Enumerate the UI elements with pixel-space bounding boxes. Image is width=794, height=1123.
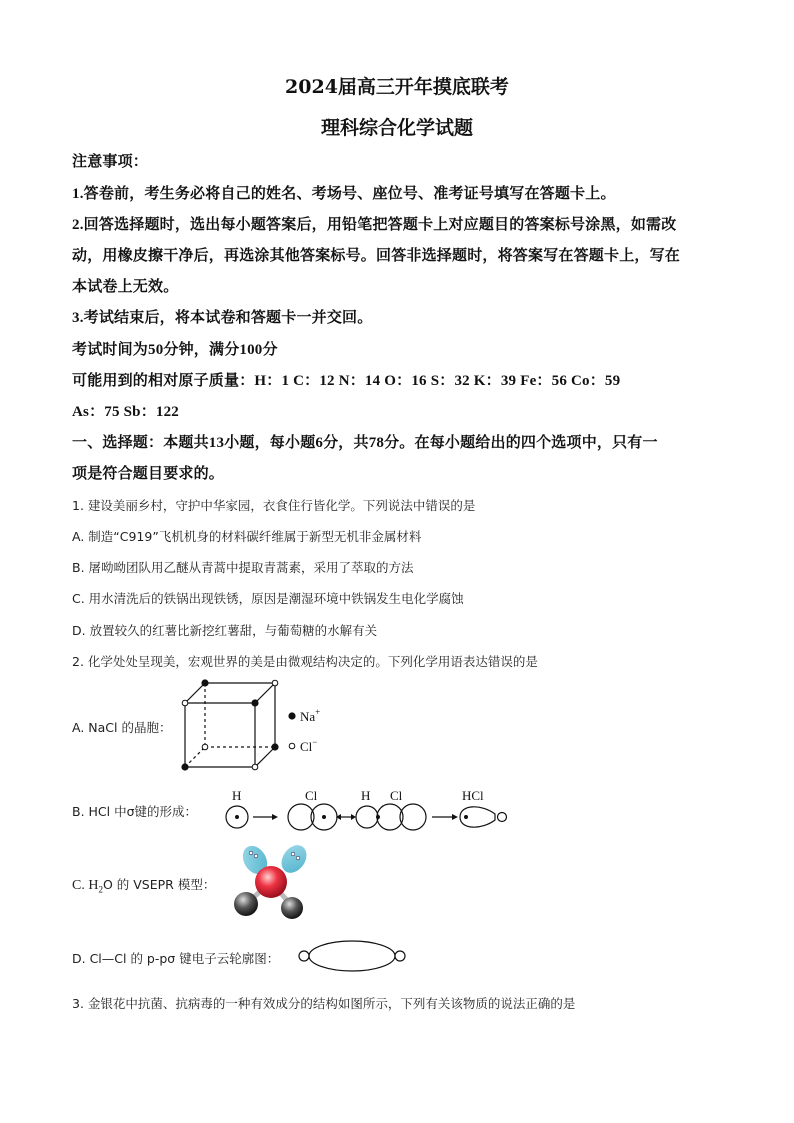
cl-cl-pp-sigma-electron-cloud xyxy=(292,938,412,974)
hydrogen-atom-sphere xyxy=(281,897,303,919)
section-1-line-2: 项是符合题目要求的。 xyxy=(72,466,225,482)
cl-ion-marker xyxy=(202,744,208,750)
cl-ion-marker xyxy=(272,680,278,686)
cl-ion-marker xyxy=(252,764,258,770)
cl-atom-label: Cl xyxy=(305,788,318,803)
q2-option-b-label: B. HCl 中σ键的形成： xyxy=(72,804,198,819)
atomic-mass-line-2: As：75 Sb：122 xyxy=(72,404,180,420)
na-legend-marker xyxy=(288,712,295,719)
notice-item-1: 1.答卷前，考生务必将自己的姓名、考场号、座位号、准考证号填写在答题卡上。 xyxy=(72,186,616,202)
h2o-vsepr-model xyxy=(228,838,318,922)
na-ion-marker xyxy=(271,743,278,750)
q1-option-b: B. 屠呦呦团队用乙醚从青蒿中提取青蒿素，采用了萃取的方法 xyxy=(72,560,414,575)
h-atom-label: H xyxy=(232,788,242,803)
cl-ion-marker xyxy=(182,700,188,706)
notice-heading: 注意事项： xyxy=(72,154,149,170)
h-atom-label: H xyxy=(361,788,371,803)
na-ion-marker xyxy=(201,679,208,686)
svg-text:Na+: Na+ xyxy=(300,707,321,724)
na-ion-marker xyxy=(251,699,258,706)
exam-title: 2024届高三开年摸底联考 xyxy=(285,76,509,98)
atomic-mass-line-1: 可能用到的相对原子质量：H：1 C：12 N：14 O：16 S：32 K：39 Fe：56 Co：59 xyxy=(72,373,621,389)
cl-legend-marker xyxy=(289,743,295,749)
hcl-molecule-label: HCl xyxy=(462,788,484,803)
notice-item-2-line-1: 2.回答选择题时，选出每小题答案后，用铅笔把答题卡上对应题目的答案标号涂黑，如需改 xyxy=(72,217,677,233)
cl-legend-label: Cl xyxy=(300,739,313,754)
section-1-line-1: 一、选择题：本题共13小题，每小题6分，共78分。在每小题给出的四个选项中，只有一 xyxy=(72,435,658,451)
q1-option-d: D. 放置较久的红薯比新挖红薯甜，与葡萄糖的水解有关 xyxy=(72,623,378,638)
q1-option-a: A. 制造“C919”飞机机身的材料碳纤维属于新型无机非金属材料 xyxy=(72,529,422,544)
na-ion-marker xyxy=(181,763,188,770)
hydrogen-atom-sphere xyxy=(234,892,258,916)
exam-subtitle: 理科综合化学试题 xyxy=(320,117,473,139)
svg-text:Cl−: Cl− xyxy=(300,737,318,754)
q2-option-a-label: A. NaCl 的晶胞： xyxy=(72,720,172,735)
exam-time: 考试时间为50分钟，满分100分 xyxy=(72,342,278,358)
oxygen-atom-sphere xyxy=(255,866,287,898)
q2-option-c-label: C. $H_2O$ 的 VSEPR 模型： xyxy=(72,877,216,895)
cl-atom-label: Cl xyxy=(390,788,403,803)
q3-stem: 3. 金银花中抗菌、抗病毒的一种有效成分的结构如图所示，下列有关该物质的说法正确的是 xyxy=(72,996,576,1011)
notice-item-3: 3.考试结束后，将本试卷和答题卡一并交回。 xyxy=(72,310,373,326)
notice-item-2-line-2: 动，用橡皮擦干净后，再选涂其他答案标号。回答非选择题时，将答案写在答题卡上，写在 xyxy=(72,248,681,264)
hcl-sigma-bond-formation-diagram xyxy=(220,787,520,837)
q1-option-c: C. 用水清洗后的铁锅出现铁锈，原因是潮湿环境中铁锅发生电化学腐蚀 xyxy=(72,591,464,606)
q2-stem: 2. 化学处处呈现美，宏观世界的美是由微观结构决定的。下列化学用语表达错误的是 xyxy=(72,654,538,669)
nacl-unit-cell-diagram xyxy=(175,675,335,780)
q1-stem: 1. 建设美丽乡村，守护中华家园，衣食住行皆化学。下列说法中错误的是 xyxy=(72,498,476,513)
q2-option-d-label: D. Cl—Cl 的 p-pσ 键电子云轮廓图： xyxy=(72,951,280,966)
notice-item-2-line-3: 本试卷上无效。 xyxy=(72,279,179,295)
na-legend-label: Na xyxy=(300,709,316,724)
